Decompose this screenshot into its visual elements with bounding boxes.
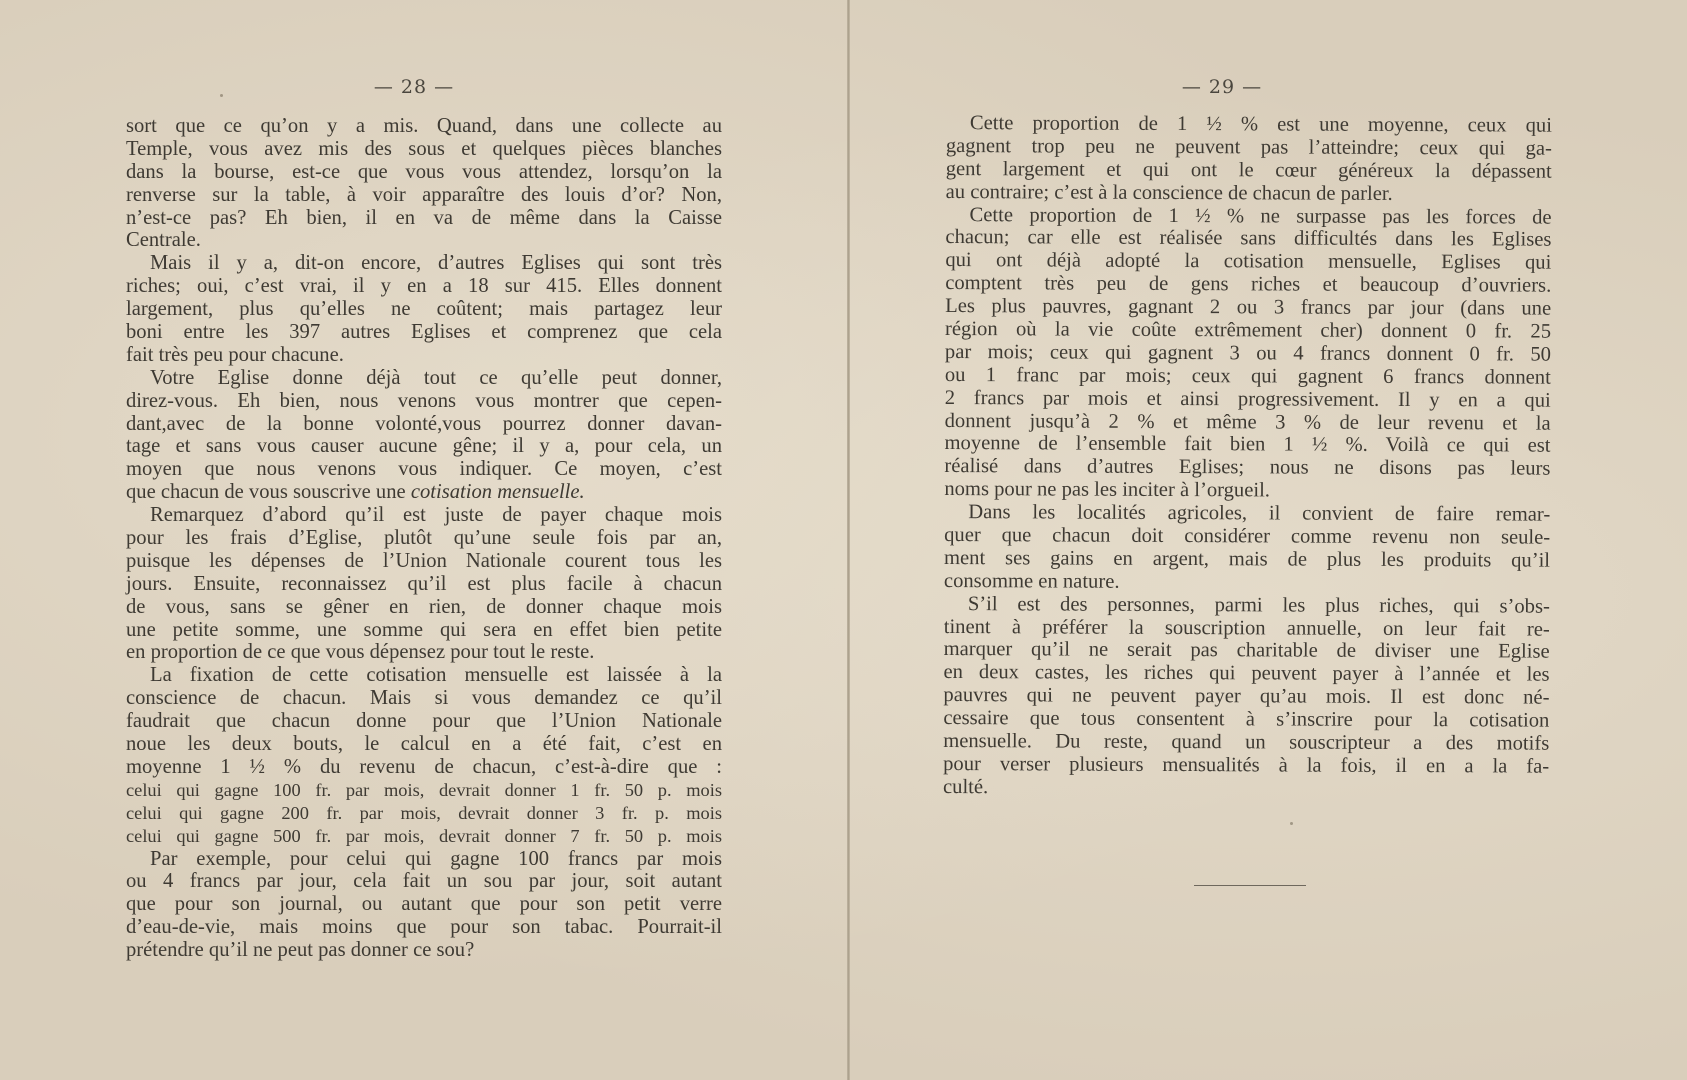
text-line — [944, 570, 1550, 596]
text-line — [126, 161, 722, 184]
line-text: sort que ce qu’on y a mis. Quand, dans une collecte au — [126, 115, 722, 137]
line-text: mensuelle. Du reste, quand un souscripteur a des motifs — [943, 730, 1550, 755]
line-text: pauvres qui ne peuvent payer qu’au mois. Il est donc né- — [943, 684, 1550, 709]
text-line — [126, 916, 722, 939]
text-line — [944, 524, 1550, 550]
italic-emphasis: cotisation mensuelle. — [410, 481, 585, 504]
line-text: Remarquez d’abord qu’il est juste de payer chaque mois — [150, 504, 722, 527]
line-text: celui qui gagne 500 fr. par mois, devrait donner 7 fr. 50 p. mois — [126, 825, 722, 846]
line-text: prétendre qu’il ne peut pas donner ce sou? — [126, 939, 475, 962]
text-line — [126, 870, 722, 893]
text-line — [945, 341, 1551, 367]
right-page-text — [943, 112, 1552, 801]
text-line — [126, 435, 722, 458]
text-line — [126, 321, 722, 344]
text-line — [945, 249, 1551, 275]
text-line — [126, 893, 722, 916]
line-text: celui qui gagne 100 fr. par mois, devrait donner 1 fr. 50 p. mois — [126, 779, 722, 800]
line-text: que pour son journal, ou autant que pour son petit verre — [126, 893, 722, 916]
line-text: n’est-ce pas? Eh bien, il en va de même dans la Caisse — [126, 206, 722, 229]
line-text: région où la vie coûte extrêmement cher) donnent 0 fr. 25 — [945, 318, 1552, 343]
text-line — [126, 184, 722, 207]
line-text: conscience de chacun. Mais si vous demandez ce qu’il — [126, 687, 722, 710]
book-gutter — [847, 0, 850, 1080]
text-line — [944, 455, 1550, 481]
line-text: puisque les dépenses de l’Union Nationale courent tous les — [126, 549, 722, 572]
text-line — [126, 687, 722, 710]
text-line — [944, 593, 1550, 619]
line-text: que chacun de vous souscrive une — [126, 481, 406, 504]
text-line — [126, 138, 722, 161]
page-number-left: — 28 — — [373, 76, 455, 98]
line-text: faudrait que chacun donne pour que l’Union Nationale — [126, 710, 722, 733]
text-line — [943, 753, 1549, 779]
line-text: noms pour ne pas les inciter à l’orgueil. — [944, 478, 1271, 502]
line-text: dans la bourse, est-ce que vous vous attendez, lorsqu’on la — [126, 160, 722, 183]
line-text: Votre Eglise donne déjà tout ce qu’elle peut donner, — [150, 366, 722, 389]
line-text: en deux castes, les riches qui peuvent payer à l’année et les — [943, 661, 1550, 687]
text-line — [126, 481, 722, 504]
line-text: d’eau-de-vie, mais moins que pour son tabac. Pourrait-il — [126, 916, 722, 939]
line-text: par mois; ceux qui gagnent 3 ou 4 francs donnent 0 fr. 50 — [944, 340, 1551, 366]
line-text: S’il est des personnes, parmi les plus riches, qui s’obs- — [967, 592, 1550, 618]
text-line — [126, 733, 722, 756]
line-text: direz-vous. Eh bien, nous venons vous montrer que cepen- — [126, 389, 722, 412]
text-line — [944, 661, 1550, 687]
line-text: boni entre les 397 autres Eglises et comprenez que cela — [126, 321, 722, 344]
line-text: une petite somme, une somme qui sera en effet bien petite — [126, 618, 722, 641]
line-text: La fixation de cette cotisation mensuelle est laissée à la — [150, 664, 722, 687]
line-text: quer que chacun doit considérer comme revenu non seule- — [944, 524, 1551, 549]
line-text: donnent jusqu’à 2 % et même 3 % de leur revenu et la — [944, 409, 1551, 435]
line-text: riches; oui, c’est vrai, il y en a 18 sur 415. Elles donnent — [126, 275, 722, 298]
text-line — [126, 802, 722, 825]
text-line — [126, 413, 722, 436]
text-line — [126, 825, 722, 848]
text-line — [126, 390, 722, 413]
paper-speck — [220, 94, 223, 97]
line-text: moyenne de l’ensemble fait bien 1 ½ %. Voilà ce qui est — [944, 432, 1551, 458]
line-text: largement, plus qu’elles ne coûtent; mais partagez leur — [126, 298, 722, 321]
line-text: Cette proportion de 1 ½ % est une moyenne, ceux qui — [969, 112, 1552, 137]
text-line — [126, 115, 722, 138]
page-number-right: — 29 — — [1181, 76, 1263, 98]
line-text: Centrale. — [126, 229, 201, 252]
text-line — [945, 226, 1551, 252]
text-line — [945, 364, 1551, 390]
line-text: fait très peu pour chacune. — [126, 343, 344, 366]
text-line — [126, 756, 722, 779]
line-text: moyen que nous venons vous indiquer. Ce moyen, c’est — [126, 458, 722, 481]
end-rule — [1194, 885, 1306, 886]
paper-speck — [1290, 822, 1293, 825]
text-line — [126, 939, 722, 962]
line-text: dant,avec de la bonne volonté,vous pourrez donner davan- — [126, 412, 722, 435]
text-line — [945, 432, 1551, 458]
line-text: consomme en nature. — [943, 569, 1120, 593]
text-line — [126, 207, 722, 230]
line-text: moyenne 1 ½ % du revenu de chacun, c’est-à-dire que : — [126, 755, 722, 778]
line-text: ment ses gains en argent, mais de plus les produits qu’il — [944, 546, 1551, 572]
text-line — [943, 707, 1549, 733]
text-line — [945, 295, 1551, 321]
text-line — [944, 638, 1550, 664]
text-line — [943, 684, 1549, 710]
line-text: gent largement et qui ont le cœur généreux la dépassent — [945, 157, 1552, 183]
line-text: marquer qu’il ne serait pas charitable de diviser une Eglise — [943, 638, 1550, 664]
line-text: ou 4 francs par jour, cela fait un sou par jour, soit autant — [126, 870, 722, 893]
line-text: tinent à préférer la souscription annuelle, on leur fait re- — [943, 615, 1550, 641]
line-text: culté. — [943, 775, 989, 799]
right-page — [851, 0, 1687, 1080]
text-line — [126, 252, 722, 275]
line-text: jours. Ensuite, reconnaissez qu’il est plus facile à chacun — [126, 572, 722, 595]
line-text: réalisé dans d’autres Eglises; nous ne disons pas leurs — [944, 455, 1551, 481]
text-line — [126, 344, 722, 367]
line-text: Mais il y a, dit-on encore, d’autres Eglises qui sont très — [150, 252, 722, 275]
text-line — [126, 229, 722, 252]
text-line — [944, 547, 1550, 573]
left-page-text — [126, 115, 722, 962]
line-text: celui qui gagne 200 fr. par mois, devrait donner 3 fr. p. mois — [126, 802, 722, 823]
text-line — [126, 664, 722, 687]
line-text: renverse sur la table, à voir apparaître des louis d’or? Non, — [126, 183, 722, 206]
line-text: qui ont déjà adopté la cotisation mensuelle, Eglises qui — [945, 249, 1552, 274]
line-text: gagnent trop peu ne peuvent pas l’atteindre; ceux qui ga- — [945, 134, 1552, 160]
line-text: ou 1 franc par mois; ceux qui gagnent 6 francs donnent — [944, 363, 1551, 389]
text-line — [946, 158, 1552, 184]
text-line — [126, 619, 722, 642]
text-line — [944, 478, 1550, 504]
text-line — [944, 501, 1550, 527]
line-text: chacun; car elle est réalisée sans difficultés dans les Eglises — [945, 226, 1552, 252]
text-line — [126, 458, 722, 481]
line-text: Temple, vous avez mis des sous et quelques pièces blanches — [126, 137, 722, 160]
line-text: au contraire; c’est à la conscience de chacun de parler. — [945, 180, 1393, 205]
text-line — [943, 730, 1549, 756]
line-text: Les plus pauvres, gagnant 2 ou 3 francs par jour (dans une — [945, 295, 1552, 320]
text-line — [126, 710, 722, 733]
line-text: 2 francs par mois et ainsi progressivement. Il y en a qui — [944, 386, 1551, 412]
line-text: de vous, sans se gêner en rien, de donner chaque mois — [126, 595, 722, 618]
text-line — [946, 204, 1552, 230]
text-line — [126, 848, 722, 871]
line-text: tage et sans vous causer aucune gêne; il y a, pour cela, un — [126, 435, 722, 458]
text-line — [945, 387, 1551, 413]
text-line — [945, 318, 1551, 344]
text-line — [126, 367, 722, 390]
line-text: Par exemple, pour celui qui gagne 100 francs par mois — [150, 847, 722, 870]
text-line — [126, 779, 722, 802]
text-line — [946, 112, 1552, 138]
line-text: comptent très peu de gens riches et beaucoup d’ouvriers. — [945, 272, 1552, 297]
line-text: en proportion de ce que vous dépensez pour tout le reste. — [126, 641, 595, 664]
text-line — [943, 776, 1549, 802]
line-text: pour verser plusieurs mensualités à la fois, il en a la fa- — [943, 752, 1550, 778]
text-line — [944, 616, 1550, 642]
text-line — [126, 527, 722, 550]
text-line — [945, 410, 1551, 436]
line-text: Cette proportion de 1 ½ % ne surpasse pas les forces de — [969, 203, 1552, 229]
line-text: Dans les localités agricoles, il convient de faire remar- — [968, 501, 1551, 526]
text-line — [126, 504, 722, 527]
text-line — [126, 275, 722, 298]
text-line — [946, 181, 1552, 207]
line-text: pour les frais d’Eglise, plutôt qu’une seule fois par an, — [126, 527, 722, 550]
text-line — [126, 641, 722, 664]
line-text: noue les deux bouts, le calcul en a été fait, c’est en — [126, 733, 722, 756]
text-line — [126, 596, 722, 619]
text-line — [126, 573, 722, 596]
text-line — [126, 550, 722, 573]
text-line — [126, 298, 722, 321]
line-text: cessaire que tous consentent à s’inscrire pour la cotisation — [943, 707, 1550, 732]
text-line — [945, 272, 1551, 298]
text-line — [946, 135, 1552, 161]
